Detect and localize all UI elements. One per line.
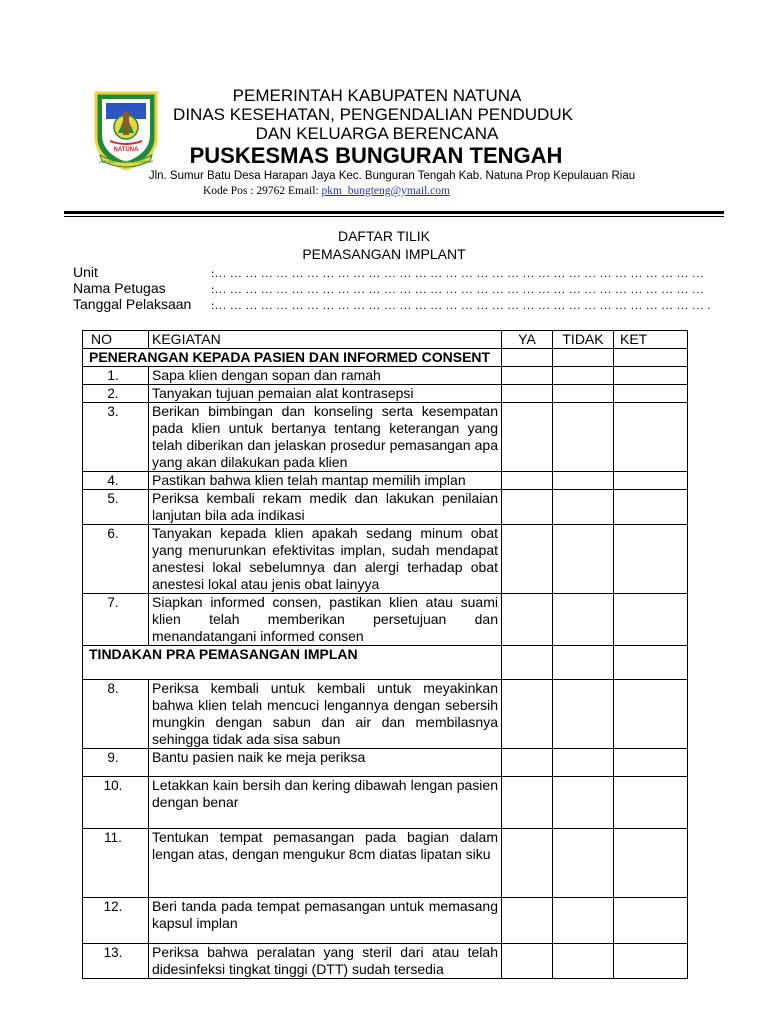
row-activity: Berikan bimbingan dan konseling serta kesempatan pada klien untuk bertanya tentang keterangan yang telah diberikan dan jelaskan prosedur pemasangan apa yang akan dilakukan pada klien <box>149 403 502 472</box>
table-header-row <box>83 331 688 349</box>
header-government: PEMERINTAH KABUPATEN NATUNA <box>232 86 522 105</box>
row-number: 5. <box>83 490 149 525</box>
row-activity: Tentukan tempat pemasangan pada bagian dalam lengan atas, dengan mengukur 8cm diatas lipatan siku <box>149 829 502 898</box>
cell-ya[interactable] <box>502 777 553 829</box>
email-link[interactable]: pkm_bungteng@ymail.com <box>321 185 450 197</box>
cell-ket[interactable] <box>614 777 688 829</box>
cell-ya[interactable] <box>502 349 553 367</box>
header-department-2: DAN KELUARGA BERENCANA <box>255 124 499 143</box>
row-activity: Tanyakan kepada klien apakah sedang minum obat yang menurunkan efektivitas implan, sudah mendapat anestesi lokal sebelumnya dan alergi terhadap obat anestesi lokal atau jenis obat lainyya <box>149 525 502 594</box>
col-ket: KET <box>614 331 688 349</box>
col-no: NO <box>83 331 149 349</box>
cell-tidak[interactable] <box>553 367 614 385</box>
row-activity: Letakkan kain bersih dan kering dibawah lengan pasien dengan benar <box>149 777 502 829</box>
cell-ket[interactable] <box>614 472 688 490</box>
cell-tidak[interactable] <box>553 403 614 472</box>
info-officer <box>73 280 704 297</box>
header-department: DINAS KESEHATAN, PENGENDALIAN PENDUDUK <box>173 105 573 124</box>
row-activity: Sapa klien dengan sopan dan ramah <box>149 367 502 385</box>
info-label: Tanggal Pelaksaan <box>73 296 192 312</box>
svg-text:LAUT SENTOSA BERSATU MAKMUR: LAUT SENTOSA BERSATU MAKMUR <box>98 160 154 164</box>
row-number: 4. <box>83 472 149 490</box>
row-activity: Periksa kembali untuk kembali untuk meyakinkan bahwa klien telah mencuci lengannya dengan sebersih mungkin dengan sabun dan air dan membilasnya sehingga tidak ada sisa sabun <box>149 680 502 749</box>
table-row <box>83 594 688 646</box>
svg-text:NATUNA: NATUNA <box>113 147 139 153</box>
cell-ket[interactable] <box>614 646 688 680</box>
header-puskesmas: PUSKESMAS BUNGURAN TENGAH <box>189 143 563 168</box>
cell-tidak[interactable] <box>553 944 614 979</box>
row-number: 13. <box>83 944 149 979</box>
cell-ket[interactable] <box>614 525 688 594</box>
doc-title: DAFTAR TILIK <box>337 228 431 244</box>
info-dots: :… … … … … … … … … … … … … … … … … … … … … … … … … … … … … … … … . <box>211 298 711 312</box>
cell-ya[interactable] <box>502 367 553 385</box>
cell-tidak[interactable] <box>553 490 614 525</box>
cell-ket[interactable] <box>614 367 688 385</box>
cell-ket[interactable] <box>614 594 688 646</box>
row-number: 9. <box>83 749 149 777</box>
table-row <box>83 898 688 944</box>
cell-tidak[interactable] <box>553 646 614 680</box>
cell-ya[interactable] <box>502 472 553 490</box>
row-number: 8. <box>83 680 149 749</box>
table-row <box>83 525 688 594</box>
col-ya: YA <box>502 331 553 349</box>
section-row <box>83 349 688 367</box>
row-activity: Pastikan bahwa klien telah mantap memilih implan <box>149 472 502 490</box>
table-row <box>83 367 688 385</box>
row-number: 2. <box>83 385 149 403</box>
cell-ya[interactable] <box>502 490 553 525</box>
table-row <box>83 472 688 490</box>
doc-subtitle: PEMASANGAN IMPLANT <box>302 246 466 262</box>
row-activity: Beri tanda pada tempat pemasangan untuk memasang kapsul implan <box>149 898 502 944</box>
cell-ket[interactable] <box>614 403 688 472</box>
cell-ya[interactable] <box>502 403 553 472</box>
cell-ya[interactable] <box>502 749 553 777</box>
row-activity: Periksa bahwa peralatan yang steril dari atau telah didesinfeksi tingkat tinggi (DTT) sudah tersedia <box>149 944 502 979</box>
postal-code: Kode Pos : 29762 Email: <box>203 185 322 197</box>
row-activity: Tanyakan tujuan pemaian alat kontrasepsi <box>149 385 502 403</box>
cell-tidak[interactable] <box>553 777 614 829</box>
row-activity: Bantu pasien naik ke meja periksa <box>149 749 502 777</box>
cell-ya[interactable] <box>502 944 553 979</box>
info-label: Unit <box>73 264 98 280</box>
table-row <box>83 680 688 749</box>
row-number: 7. <box>83 594 149 646</box>
section-row <box>83 646 688 680</box>
row-number: 10. <box>83 777 149 829</box>
cell-ya[interactable] <box>502 680 553 749</box>
col-kegiatan: KEGIATAN <box>149 331 502 349</box>
header-rule-thin <box>64 216 724 217</box>
cell-ket[interactable] <box>614 829 688 898</box>
table-row <box>83 403 688 472</box>
cell-tidak[interactable] <box>553 680 614 749</box>
cell-tidak[interactable] <box>553 829 614 898</box>
table-row <box>83 749 688 777</box>
row-activity: Periksa kembali rekam medik dan lakukan penilaian lanjutan bila ada indikasi <box>149 490 502 525</box>
cell-ya[interactable] <box>502 594 553 646</box>
section-title: PENERANGAN KEPADA PASIEN DAN INFORMED CONSENT <box>83 349 502 367</box>
cell-ket[interactable] <box>614 385 688 403</box>
cell-tidak[interactable] <box>553 472 614 490</box>
header-address: Jln. Sumur Batu Desa Harapan Jaya Kec. Bunguran Tengah Kab. Natuna Prop Kepulauan Riau <box>148 170 636 182</box>
header-rule-thick <box>64 211 724 214</box>
cell-ket[interactable] <box>614 749 688 777</box>
header-contact <box>203 185 503 197</box>
col-tidak: TIDAK <box>553 331 614 349</box>
section-title: TINDAKAN PRA PEMASANGAN IMPLAN <box>83 646 502 680</box>
cell-tidak[interactable] <box>553 385 614 403</box>
cell-ket[interactable] <box>614 898 688 944</box>
info-unit <box>73 264 704 281</box>
cell-ket[interactable] <box>614 490 688 525</box>
row-number: 12. <box>83 898 149 944</box>
cell-ya[interactable] <box>502 525 553 594</box>
info-dots: :… … … … … … … … … … … … … … … … … … … … … … … … … … … … … … … … <box>211 266 705 280</box>
table-row <box>83 490 688 525</box>
info-label: Nama Petugas <box>73 280 166 296</box>
cell-ket[interactable] <box>614 680 688 749</box>
table-row <box>83 777 688 829</box>
cell-ya[interactable] <box>502 646 553 680</box>
info-date <box>73 296 711 313</box>
cell-tidak[interactable] <box>553 749 614 777</box>
row-number: 6. <box>83 525 149 594</box>
row-number: 3. <box>83 403 149 472</box>
cell-tidak[interactable] <box>553 349 614 367</box>
row-activity: Siapkan informed consen, pastikan klien atau suami klien telah memberikan persetujuan dan menandatangani informed consen <box>149 594 502 646</box>
table-row <box>83 385 688 403</box>
table-row <box>83 944 688 979</box>
cell-tidak[interactable] <box>553 594 614 646</box>
info-dots: :… … … … … … … … … … … … … … … … … … … … … … … … … … … … … … … … <box>211 282 705 296</box>
cell-ket[interactable] <box>614 944 688 979</box>
checklist-table <box>82 330 688 979</box>
natuna-regency-emblem <box>92 89 160 171</box>
cell-ya[interactable] <box>502 829 553 898</box>
row-number: 1. <box>83 367 149 385</box>
cell-tidak[interactable] <box>553 525 614 594</box>
cell-tidak[interactable] <box>553 898 614 944</box>
table-row <box>83 829 688 898</box>
cell-ya[interactable] <box>502 898 553 944</box>
cell-ya[interactable] <box>502 385 553 403</box>
row-number: 11. <box>83 829 149 898</box>
cell-ket[interactable] <box>614 349 688 367</box>
